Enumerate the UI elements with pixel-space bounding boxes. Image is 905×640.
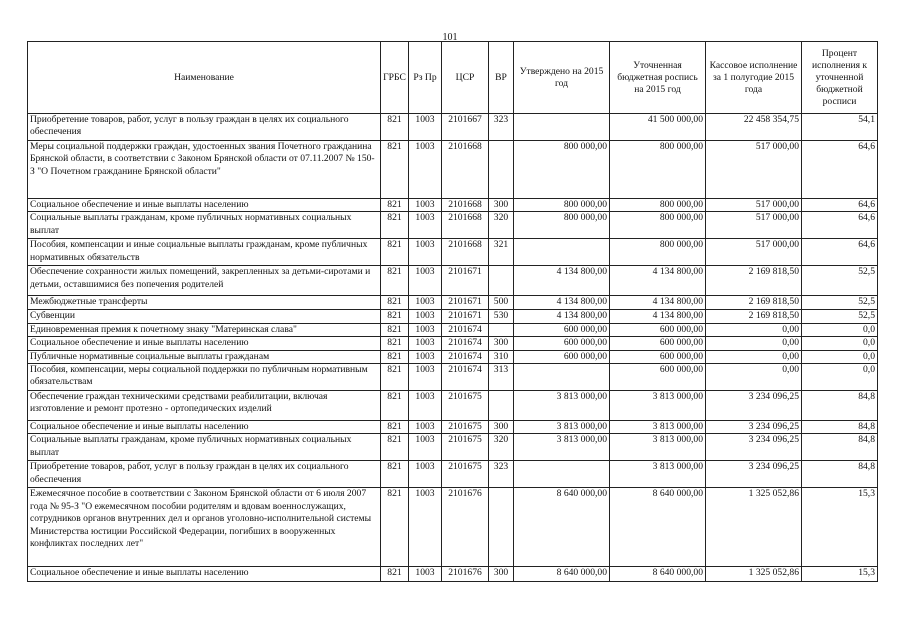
- cell-rzpr: 1003: [409, 141, 442, 199]
- cell-approved: 4 134 800,00: [514, 266, 610, 296]
- header-executed: Кассовое исполнение за 1 полугодие 2015 года: [706, 42, 802, 114]
- cell-revised: 600 000,00: [610, 350, 706, 363]
- header-approved: Утверждено на 2015 год: [514, 42, 610, 114]
- cell-name: Меры социальной поддержки граждан, удостоенных звания Почетного гражданина Брянской области, в соответствии с Законом Брянской области от 07.11.2007 № 150-З "О Почетном гражданине Брянской области": [28, 141, 381, 199]
- cell-rzpr: 1003: [409, 434, 442, 461]
- cell-vr: [489, 488, 514, 567]
- cell-vr: 310: [489, 350, 514, 363]
- cell-name: Обеспечение сохранности жилых помещений, закрепленных за детьми-сиротами и детьми, оставшимися без попечения родителей: [28, 266, 381, 296]
- cell-grbs: 821: [381, 141, 409, 199]
- cell-name: Субвенции: [28, 310, 381, 323]
- cell-csr: 2101668: [442, 239, 489, 266]
- cell-grbs: 821: [381, 296, 409, 310]
- header-rzpr: Рз Пр: [409, 42, 442, 114]
- cell-percent: 52,5: [802, 296, 878, 310]
- cell-executed: 1 325 052,86: [706, 488, 802, 567]
- cell-grbs: 821: [381, 114, 409, 141]
- cell-name: Единовременная премия к почетному знаку "Материнская слава": [28, 323, 381, 336]
- table-row: [28, 350, 878, 363]
- cell-vr: 323: [489, 114, 514, 141]
- cell-csr: 2101675: [442, 461, 489, 488]
- cell-revised: 4 134 800,00: [610, 310, 706, 323]
- header-vr: ВР: [489, 42, 514, 114]
- cell-revised: 4 134 800,00: [610, 296, 706, 310]
- header-name: Наименование: [28, 42, 381, 114]
- cell-rzpr: 1003: [409, 114, 442, 141]
- cell-revised: 600 000,00: [610, 364, 706, 391]
- cell-vr: 323: [489, 461, 514, 488]
- cell-executed: 0,00: [706, 364, 802, 391]
- cell-revised: 600 000,00: [610, 323, 706, 336]
- cell-percent: 0,0: [802, 364, 878, 391]
- header-percent: Процент исполнения к уточненной бюджетной росписи: [802, 42, 878, 114]
- cell-name: Приобретение товаров, работ, услуг в пользу граждан в целях их социального обеспечения: [28, 114, 381, 141]
- cell-rzpr: 1003: [409, 364, 442, 391]
- cell-grbs: 821: [381, 266, 409, 296]
- cell-name: Социальные выплаты гражданам, кроме публичных нормативных социальных выплат: [28, 434, 381, 461]
- cell-csr: 2101676: [442, 488, 489, 567]
- cell-executed: 0,00: [706, 323, 802, 336]
- cell-csr: 2101667: [442, 114, 489, 141]
- cell-grbs: 821: [381, 488, 409, 567]
- cell-rzpr: 1003: [409, 567, 442, 582]
- header-grbs: ГРБС: [381, 42, 409, 114]
- cell-revised: 3 813 000,00: [610, 391, 706, 421]
- cell-csr: 2101668: [442, 141, 489, 199]
- cell-executed: 2 169 818,50: [706, 296, 802, 310]
- table-row: [28, 434, 878, 461]
- page-number: 101: [442, 32, 458, 43]
- cell-name: Социальные выплаты гражданам, кроме публичных нормативных социальных выплат: [28, 212, 381, 239]
- cell-csr: 2101675: [442, 434, 489, 461]
- cell-csr: 2101668: [442, 212, 489, 239]
- cell-approved: 800 000,00: [514, 141, 610, 199]
- cell-revised: 3 813 000,00: [610, 421, 706, 434]
- table-row: [28, 212, 878, 239]
- cell-grbs: 821: [381, 239, 409, 266]
- cell-vr: 300: [489, 337, 514, 350]
- cell-rzpr: 1003: [409, 212, 442, 239]
- cell-approved: 4 134 800,00: [514, 296, 610, 310]
- cell-name: Приобретение товаров, работ, услуг в пользу граждан в целях их социального обеспечения: [28, 461, 381, 488]
- cell-name: Ежемесячное пособие в соответствии с Законом Брянской области от 6 июля 2007 года № 95-З "О ежемесячном пособии родителям и вдовам военнослужащих, сотрудников органов внутренних дел и органов уголовно-исполнительной системы Министерства юстиции Российской Федерации, погибших в вооруженных конфликтах последних лет": [28, 488, 381, 567]
- cell-rzpr: 1003: [409, 239, 442, 266]
- cell-revised: 3 813 000,00: [610, 461, 706, 488]
- cell-approved: 3 813 000,00: [514, 434, 610, 461]
- cell-csr: 2101671: [442, 266, 489, 296]
- cell-approved: 3 813 000,00: [514, 421, 610, 434]
- cell-name: Публичные нормативные социальные выплаты гражданам: [28, 350, 381, 363]
- cell-executed: 517 000,00: [706, 199, 802, 212]
- cell-executed: 0,00: [706, 350, 802, 363]
- cell-revised: 800 000,00: [610, 141, 706, 199]
- cell-executed: 3 234 096,25: [706, 391, 802, 421]
- cell-grbs: 821: [381, 434, 409, 461]
- cell-revised: 41 500 000,00: [610, 114, 706, 141]
- cell-revised: 8 640 000,00: [610, 488, 706, 567]
- cell-grbs: 821: [381, 212, 409, 239]
- cell-approved: [514, 114, 610, 141]
- cell-revised: 800 000,00: [610, 212, 706, 239]
- cell-executed: 3 234 096,25: [706, 421, 802, 434]
- cell-percent: 84,8: [802, 461, 878, 488]
- cell-executed: 1 325 052,86: [706, 567, 802, 582]
- cell-executed: 3 234 096,25: [706, 434, 802, 461]
- cell-approved: 600 000,00: [514, 350, 610, 363]
- cell-vr: 320: [489, 434, 514, 461]
- cell-grbs: 821: [381, 350, 409, 363]
- cell-csr: 2101674: [442, 350, 489, 363]
- table-row: [28, 337, 878, 350]
- cell-percent: 52,5: [802, 266, 878, 296]
- cell-executed: 2 169 818,50: [706, 310, 802, 323]
- table-row: [28, 199, 878, 212]
- cell-approved: 800 000,00: [514, 212, 610, 239]
- cell-csr: 2101674: [442, 323, 489, 336]
- cell-vr: 321: [489, 239, 514, 266]
- cell-rzpr: 1003: [409, 323, 442, 336]
- cell-vr: 300: [489, 199, 514, 212]
- cell-vr: 500: [489, 296, 514, 310]
- cell-vr: [489, 323, 514, 336]
- cell-vr: 300: [489, 421, 514, 434]
- cell-rzpr: 1003: [409, 310, 442, 323]
- cell-percent: 0,0: [802, 323, 878, 336]
- cell-name: Социальное обеспечение и иные выплаты населению: [28, 199, 381, 212]
- cell-percent: 0,0: [802, 350, 878, 363]
- cell-name: Социальное обеспечение и иные выплаты населению: [28, 337, 381, 350]
- cell-grbs: 821: [381, 310, 409, 323]
- cell-executed: 517 000,00: [706, 239, 802, 266]
- cell-executed: 517 000,00: [706, 141, 802, 199]
- cell-revised: 8 640 000,00: [610, 567, 706, 582]
- cell-percent: 15,3: [802, 567, 878, 582]
- cell-csr: 2101674: [442, 337, 489, 350]
- table-row: [28, 239, 878, 266]
- cell-approved: 4 134 800,00: [514, 310, 610, 323]
- cell-grbs: 821: [381, 391, 409, 421]
- cell-approved: 3 813 000,00: [514, 391, 610, 421]
- cell-revised: 800 000,00: [610, 199, 706, 212]
- cell-vr: 530: [489, 310, 514, 323]
- cell-revised: 4 134 800,00: [610, 266, 706, 296]
- cell-percent: 64,6: [802, 239, 878, 266]
- table-row: [28, 141, 878, 199]
- table-row: [28, 114, 878, 141]
- cell-grbs: 821: [381, 461, 409, 488]
- cell-vr: [489, 391, 514, 421]
- table-row: [28, 266, 878, 296]
- cell-percent: 64,6: [802, 199, 878, 212]
- budget-table: [27, 41, 878, 582]
- cell-name: Пособия, компенсации, меры социальной поддержки по публичным нормативным обязательствам: [28, 364, 381, 391]
- cell-revised: 600 000,00: [610, 337, 706, 350]
- cell-csr: 2101674: [442, 364, 489, 391]
- cell-revised: 800 000,00: [610, 239, 706, 266]
- cell-rzpr: 1003: [409, 266, 442, 296]
- table-row: [28, 567, 878, 582]
- cell-csr: 2101668: [442, 199, 489, 212]
- cell-grbs: 821: [381, 364, 409, 391]
- cell-csr: 2101671: [442, 310, 489, 323]
- cell-executed: 2 169 818,50: [706, 266, 802, 296]
- cell-name: Обеспечение граждан техническими средствами реабилитации, включая изготовление и ремонт протезно - ортопедических изделий: [28, 391, 381, 421]
- cell-executed: 517 000,00: [706, 212, 802, 239]
- cell-csr: 2101676: [442, 567, 489, 582]
- cell-percent: 84,8: [802, 434, 878, 461]
- cell-rzpr: 1003: [409, 488, 442, 567]
- cell-grbs: 821: [381, 323, 409, 336]
- header-revised: Уточненная бюджетная роспись на 2015 год: [610, 42, 706, 114]
- cell-approved: 800 000,00: [514, 199, 610, 212]
- cell-vr: [489, 266, 514, 296]
- cell-approved: 8 640 000,00: [514, 488, 610, 567]
- cell-approved: [514, 364, 610, 391]
- cell-vr: 300: [489, 567, 514, 582]
- cell-rzpr: 1003: [409, 421, 442, 434]
- table-row: [28, 461, 878, 488]
- cell-grbs: 821: [381, 337, 409, 350]
- cell-percent: 15,3: [802, 488, 878, 567]
- cell-csr: 2101675: [442, 421, 489, 434]
- cell-rzpr: 1003: [409, 199, 442, 212]
- table-row: [28, 364, 878, 391]
- cell-rzpr: 1003: [409, 350, 442, 363]
- cell-name: Межбюджетные трансферты: [28, 296, 381, 310]
- cell-percent: 84,8: [802, 421, 878, 434]
- cell-executed: 0,00: [706, 337, 802, 350]
- cell-percent: 84,8: [802, 391, 878, 421]
- cell-revised: 3 813 000,00: [610, 434, 706, 461]
- table-row: [28, 310, 878, 323]
- table-row: [28, 296, 878, 310]
- cell-approved: 600 000,00: [514, 337, 610, 350]
- table-row: [28, 391, 878, 421]
- cell-percent: 54,1: [802, 114, 878, 141]
- cell-name: Социальное обеспечение и иные выплаты населению: [28, 567, 381, 582]
- cell-vr: 320: [489, 212, 514, 239]
- cell-percent: 64,6: [802, 212, 878, 239]
- cell-rzpr: 1003: [409, 337, 442, 350]
- cell-approved: 600 000,00: [514, 323, 610, 336]
- cell-approved: 8 640 000,00: [514, 567, 610, 582]
- cell-percent: 0,0: [802, 337, 878, 350]
- cell-percent: 52,5: [802, 310, 878, 323]
- cell-rzpr: 1003: [409, 461, 442, 488]
- cell-name: Социальное обеспечение и иные выплаты населению: [28, 421, 381, 434]
- cell-csr: 2101671: [442, 296, 489, 310]
- cell-csr: 2101675: [442, 391, 489, 421]
- cell-executed: 22 458 354,75: [706, 114, 802, 141]
- cell-vr: 313: [489, 364, 514, 391]
- cell-vr: [489, 141, 514, 199]
- cell-name: Пособия, компенсации и иные социальные выплаты гражданам, кроме публичных нормативных обязательств: [28, 239, 381, 266]
- cell-grbs: 821: [381, 421, 409, 434]
- cell-grbs: 821: [381, 567, 409, 582]
- header-row: [28, 42, 878, 114]
- cell-percent: 64,6: [802, 141, 878, 199]
- table-row: [28, 323, 878, 336]
- cell-rzpr: 1003: [409, 391, 442, 421]
- cell-approved: [514, 461, 610, 488]
- cell-grbs: 821: [381, 199, 409, 212]
- cell-rzpr: 1003: [409, 296, 442, 310]
- table-row: [28, 488, 878, 567]
- cell-approved: [514, 239, 610, 266]
- table-row: [28, 421, 878, 434]
- header-csr: ЦСР: [442, 42, 489, 114]
- cell-executed: 3 234 096,25: [706, 461, 802, 488]
